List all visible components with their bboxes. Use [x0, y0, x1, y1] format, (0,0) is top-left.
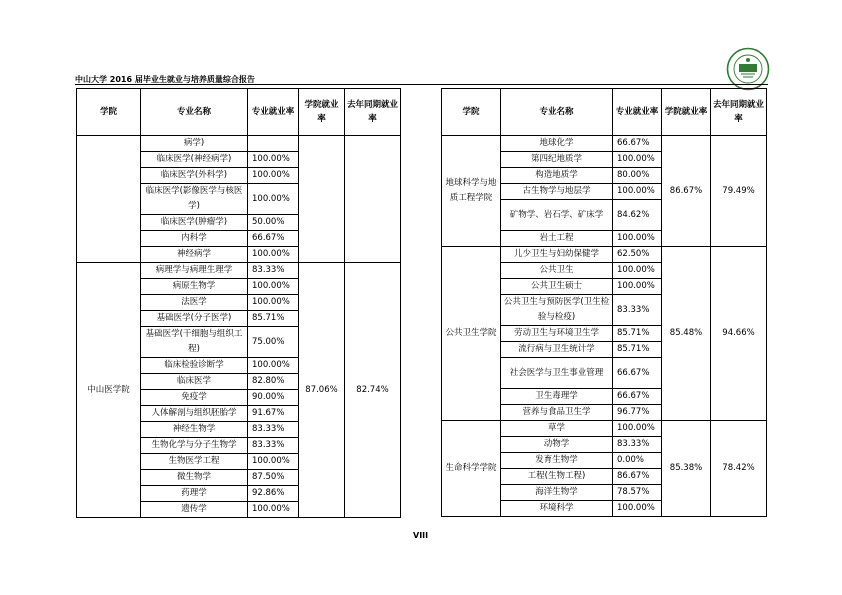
major-rate-cell: 96.77% [613, 405, 662, 421]
major-rate-cell: 66.67% [613, 358, 662, 389]
major-rate-cell: 83.33% [248, 438, 299, 454]
college-rate-cell: 85.48% [662, 247, 711, 421]
major-name-cell: 营养与食品卫生学 [501, 405, 613, 421]
major-name-cell: 基础医学(干细胞与组织工程) [141, 327, 248, 358]
major-name-cell: 流行病与卫生统计学 [501, 342, 613, 358]
major-rate-cell: 83.33% [248, 422, 299, 438]
major-name-cell: 病学) [141, 136, 248, 152]
table-row [442, 136, 767, 152]
major-name-cell: 法医学 [141, 295, 248, 311]
college-cell: 公共卫生学院 [442, 247, 501, 421]
major-name-cell: 免疫学 [141, 390, 248, 406]
major-rate-cell: 85.71% [613, 326, 662, 342]
major-name-cell: 公共卫生硕士 [501, 279, 613, 295]
major-rate-cell: 100.00% [613, 279, 662, 295]
college-rate-cell: 87.06% [299, 263, 345, 518]
major-rate-cell: 100.00% [613, 501, 662, 517]
major-name-cell: 基础医学(分子医学) [141, 311, 248, 327]
header-college: 学院 [77, 89, 141, 136]
college-rate-cell: 86.67% [662, 136, 711, 247]
major-rate-cell: 66.67% [613, 389, 662, 405]
college-cell: 地球科学与地质工程学院 [442, 136, 501, 247]
major-rate-cell [248, 136, 299, 152]
header-major-rate: 专业就业率 [613, 89, 662, 136]
major-rate-cell: 100.00% [248, 502, 299, 518]
major-rate-cell: 85.71% [248, 311, 299, 327]
major-rate-cell: 78.57% [613, 485, 662, 501]
header-divider [75, 84, 768, 85]
major-name-cell: 神经病学 [141, 247, 248, 263]
table-row [77, 263, 401, 279]
major-name-cell: 第四纪地质学 [501, 152, 613, 168]
last-year-rate-cell: 79.49% [711, 136, 767, 247]
major-name-cell: 发育生物学 [501, 453, 613, 469]
header-college-rate: 学院就业率 [662, 89, 711, 136]
major-rate-cell: 50.00% [248, 215, 299, 231]
major-name-cell: 病原生物学 [141, 279, 248, 295]
major-rate-cell: 100.00% [248, 184, 299, 215]
major-rate-cell: 83.33% [248, 263, 299, 279]
major-rate-cell: 87.50% [248, 470, 299, 486]
right-employment-table [441, 88, 767, 517]
header-college-rate: 学院就业率 [299, 89, 345, 136]
major-name-cell: 卫生毒理学 [501, 389, 613, 405]
major-rate-cell: 62.50% [613, 247, 662, 263]
last-year-rate-cell: 94.66% [711, 247, 767, 421]
major-name-cell: 公共卫生 [501, 263, 613, 279]
major-name-cell: 公共卫生与预防医学(卫生检验与检疫) [501, 295, 613, 326]
major-name-cell: 生物化学与分子生物学 [141, 438, 248, 454]
last-year-rate-cell: 78.42% [711, 421, 767, 517]
major-name-cell: 地球化学 [501, 136, 613, 152]
table-row [77, 136, 401, 152]
major-name-cell: 临床医学(肿瘤学) [141, 215, 248, 231]
major-rate-cell: 100.00% [613, 231, 662, 247]
major-rate-cell: 100.00% [248, 358, 299, 374]
major-rate-cell: 100.00% [613, 184, 662, 200]
major-name-cell: 人体解剖与组织胚胎学 [141, 406, 248, 422]
last-year-rate-cell [345, 136, 401, 263]
major-name-cell: 生物医学工程 [141, 454, 248, 470]
major-name-cell: 社会医学与卫生事业管理 [501, 358, 613, 389]
major-name-cell: 临床检验诊断学 [141, 358, 248, 374]
left-employment-table [76, 88, 401, 518]
header-major: 专业名称 [501, 89, 613, 136]
major-rate-cell: 100.00% [248, 152, 299, 168]
report-title: 中山大学 2016 届毕业生就业与培养质量综合报告 [75, 75, 255, 84]
major-rate-cell: 100.00% [248, 295, 299, 311]
table-row [442, 247, 767, 263]
header-major-rate: 专业就业率 [248, 89, 299, 136]
major-name-cell: 工程(生物工程) [501, 469, 613, 485]
major-rate-cell: 100.00% [248, 454, 299, 470]
major-rate-cell: 92.86% [248, 486, 299, 502]
major-name-cell: 遗传学 [141, 502, 248, 518]
header-major: 专业名称 [141, 89, 248, 136]
major-rate-cell: 86.67% [613, 469, 662, 485]
major-rate-cell: 100.00% [613, 421, 662, 437]
major-name-cell: 矿物学、岩石学、矿床学 [501, 200, 613, 231]
major-rate-cell: 80.00% [613, 168, 662, 184]
major-rate-cell: 100.00% [613, 263, 662, 279]
major-name-cell: 劳动卫生与环境卫生学 [501, 326, 613, 342]
major-name-cell: 动物学 [501, 437, 613, 453]
major-rate-cell: 82.80% [248, 374, 299, 390]
college-rate-cell: 85.38% [662, 421, 711, 517]
major-name-cell: 内科学 [141, 231, 248, 247]
major-name-cell: 药理学 [141, 486, 248, 502]
major-rate-cell: 100.00% [248, 247, 299, 263]
major-rate-cell: 0.00% [613, 453, 662, 469]
major-name-cell: 临床医学(神经病学) [141, 152, 248, 168]
major-rate-cell: 85.71% [613, 342, 662, 358]
table-row [442, 421, 767, 437]
college-cell [77, 136, 141, 263]
major-name-cell: 儿少卫生与妇幼保健学 [501, 247, 613, 263]
major-rate-cell: 75.00% [248, 327, 299, 358]
college-cell: 中山医学院 [77, 263, 141, 518]
page-number: VIII [413, 531, 429, 540]
header-last-year-rate: 去年同期就业率 [345, 89, 401, 136]
college-rate-cell [299, 136, 345, 263]
major-name-cell: 临床医学 [141, 374, 248, 390]
major-name-cell: 海洋生物学 [501, 485, 613, 501]
major-name-cell: 临床医学(影像医学与核医学) [141, 184, 248, 215]
major-name-cell: 微生物学 [141, 470, 248, 486]
major-rate-cell: 100.00% [613, 152, 662, 168]
major-name-cell: 环境科学 [501, 501, 613, 517]
major-name-cell: 草学 [501, 421, 613, 437]
last-year-rate-cell: 82.74% [345, 263, 401, 518]
major-name-cell: 临床医学(外科学) [141, 168, 248, 184]
left-table-body [77, 136, 401, 518]
major-rate-cell: 66.67% [248, 231, 299, 247]
major-rate-cell: 84.62% [613, 200, 662, 231]
major-rate-cell: 66.67% [613, 136, 662, 152]
major-name-cell: 构造地质学 [501, 168, 613, 184]
major-rate-cell: 91.67% [248, 406, 299, 422]
major-rate-cell: 83.33% [613, 295, 662, 326]
major-rate-cell: 100.00% [248, 279, 299, 295]
major-rate-cell: 100.00% [248, 168, 299, 184]
major-name-cell: 神经生物学 [141, 422, 248, 438]
major-name-cell: 岩土工程 [501, 231, 613, 247]
major-name-cell: 古生物学与地层学 [501, 184, 613, 200]
header-college: 学院 [442, 89, 501, 136]
header-last-year-rate: 去年同期就业率 [711, 89, 767, 136]
college-cell: 生命科学学院 [442, 421, 501, 517]
right-table-body [442, 136, 767, 517]
major-rate-cell: 90.00% [248, 390, 299, 406]
major-name-cell: 病理学与病理生理学 [141, 263, 248, 279]
major-rate-cell: 83.33% [613, 437, 662, 453]
